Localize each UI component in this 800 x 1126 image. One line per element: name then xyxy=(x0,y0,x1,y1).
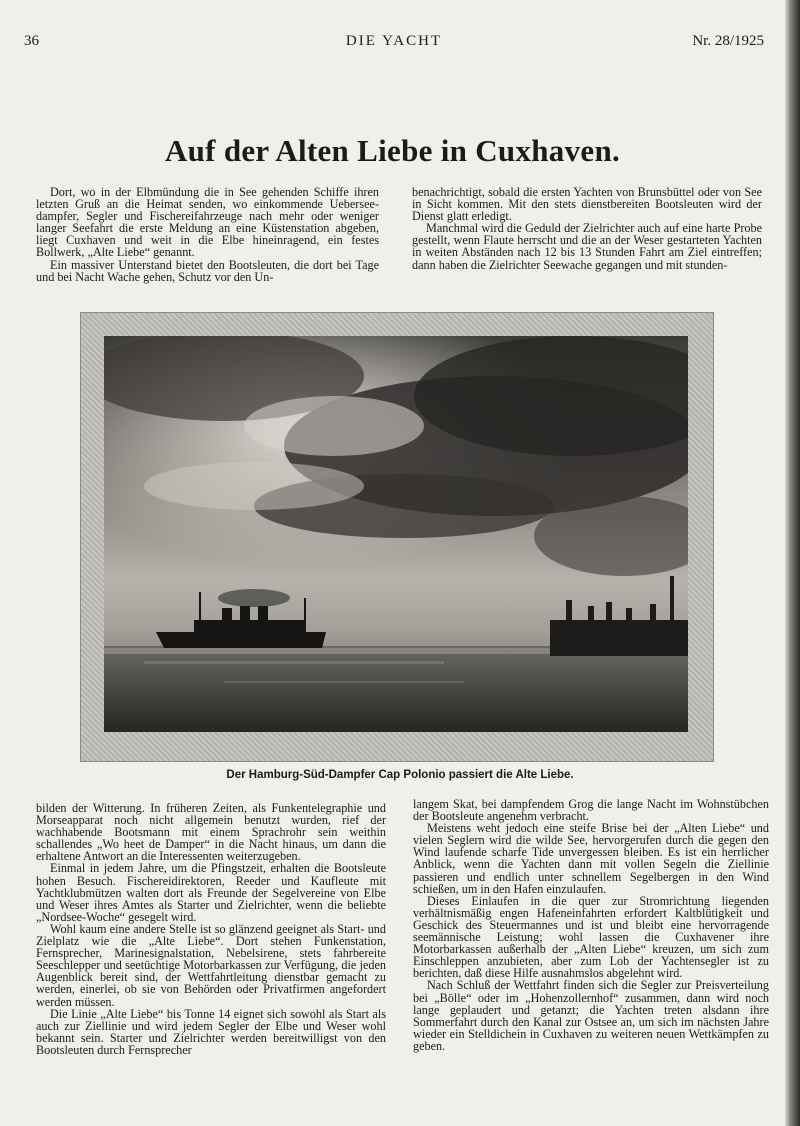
text-column-top-left xyxy=(36,186,379,283)
text-column-bottom-right xyxy=(413,798,769,1052)
paragraph: Dieses Einlaufen in die quer zur Stromrichtung liegenden verhältnismäßig engen Hafeneinfahrten erfordert Kaltblütigkeit und Geschick des Steuermannes und ist und bleibt eine hervorragende seemännische Leistung; wohl lassen die Cuxhavener ihre Motorbarkassen außerhalb der „Alten Liebe“ kreuzen, um sich zum Einschleppen anzubieten, aber zum Lob der Yachtensegler ist zu berichten, daß diese Hilfe ausnahmslos abgelehnt wird. xyxy=(413,893,769,981)
paragraph: Ein massiver Unterstand bietet den Bootsleuten, die dort bei Tage und bei Nacht Wache gehen, Schutz vor den Un- xyxy=(36,257,379,284)
scan-edge-shadow xyxy=(785,0,800,1126)
paragraph: Die Linie „Alte Liebe“ bis Tonne 14 eignet sich sowohl als Start als auch zur Ziellinie und wird jedem Segler der Elbe und Weser wohl bekannt sein. Starter und Zielrichter werden bereitwilligst von den Bootsleuten durch Fernsprecher xyxy=(36,1006,386,1057)
photo-caption: Der Hamburg-Süd-Dampfer Cap Polonio passiert die Alte Liebe. xyxy=(226,769,574,781)
page-header xyxy=(24,33,764,55)
paragraph: Meistens weht jedoch eine steife Brise bei der „Alten Liebe“ und vielen Seglern wird die wilde See, hervorgerufen durch die gegen den Wind laufende scharfe Tide unvergessen bleiben. Es ist ein herrlicher Anblick, wenn die Yachten dann mit vollen Segeln die Ziellinie passieren und endlich unter schnellem Segelbergen in den Wind schießen, um in den Hafen einzulaufen. xyxy=(413,821,769,896)
steamer-photo xyxy=(104,336,688,732)
article-title: Auf der Alten Liebe in Cuxhaven. xyxy=(164,133,621,168)
paragraph: Manchmal wird die Geduld der Zielrichter auch auf eine harte Probe gestellt, wenn Flaute herrscht und die an der Weser gestarteten Yachten in weiten Abständen nach 12 bis 13 Stunden Fahrt am Ziel eintreffen; dann haben die Zielrichter Seewache gegangen und mit stunden- xyxy=(412,221,762,272)
issue-number: Nr. 28/1925 xyxy=(692,33,764,49)
text-column-top-right xyxy=(412,186,762,271)
magazine-name: DIE YACHT xyxy=(345,33,443,49)
paragraph: Nach Schluß der Wettfahrt finden sich die Segler zur Preisverteilung bei „Bölle“ oder im „Hohenzollernhof“ zusammen, dann wird noch lange geplaudert und getanzt; die Yachten treten alsdann ihre Sommerfahrt durch den Kanal zur Ostsee an, um sich im nächsten Jahre wieder ein Stelldichein in Cuxhaven zu weiteren neuen Wettkämpfen zu geben. xyxy=(413,978,769,1053)
page-number: 36 xyxy=(24,33,39,49)
text-column-bottom-left xyxy=(36,802,386,1056)
steamer-photo-image xyxy=(104,336,688,732)
paragraph: langem Skat, bei dampfendem Grog die lange Nacht im Wohnstübchen der Bootsleute angenehm verbracht. xyxy=(413,797,769,824)
paragraph: Dort, wo in der Elbmündung die in See gehenden Schiffe ihren letzten Gruß an die Heimat senden, wo einkommende Ueberseedampfer, Segler und Fischereifahrzeuge nach mehr oder weniger langer Seefahrt die erste Meldung an eine Küstenstation abgeben, liegt Cuxhaven und weit in die Elbe hineinragend, ein festes Bollwerk, „Alte Liebe“ genannt. xyxy=(36,185,379,260)
paragraph: Wohl kaum eine andere Stelle ist so glänzend geeignet als Start- und Zielplatz wie die „Alte Liebe“. Dort stehen Funkenstation, Fernsprecher, Marinesignalstation, Nebelsirene, stets fahrbereite Seeschlepper und seetüchtige Motorbarkassen zur Verfügung, die jeden Augenblick bereit sind, der Wettfahrtleitung dienstbar gemacht zu werden, einerlei, ob sie von Behörden oder Privatfirmen angefordert werden müssen. xyxy=(36,921,386,1009)
paragraph: bilden der Witterung. In früheren Zeiten, als Funkentelegraphie und Morseapparat noch nicht allgemein benutzt wurden, rief der wachhabende Bootsmann mit einem Sprachrohr sein weithin schallendes „Wo heet de Damper“ in die Nacht hinaus, um dann die erhaltene Antwort an die Interessenten weiterzugeben. xyxy=(36,801,386,864)
paragraph: benachrichtigt, sobald die ersten Yachten von Brunsbüttel oder von See in Sicht kommen. Mit den stets dienstbereiten Bootsleuten wird der Dienst glatt erledigt. xyxy=(412,185,762,224)
paragraph: Einmal in jedem Jahre, um die Pfingstzeit, erhalten die Bootsleute hohen Besuch. Fischereidirektoren, Reeder und Kaufleute mit Yachtklubmützen walten dort als Freunde der Segelvereine von Elbe und Weser ihres Amtes als Starter und Zielrichter, wenn die beliebte „Nordsee-Woche“ gesegelt wird. xyxy=(36,861,386,924)
